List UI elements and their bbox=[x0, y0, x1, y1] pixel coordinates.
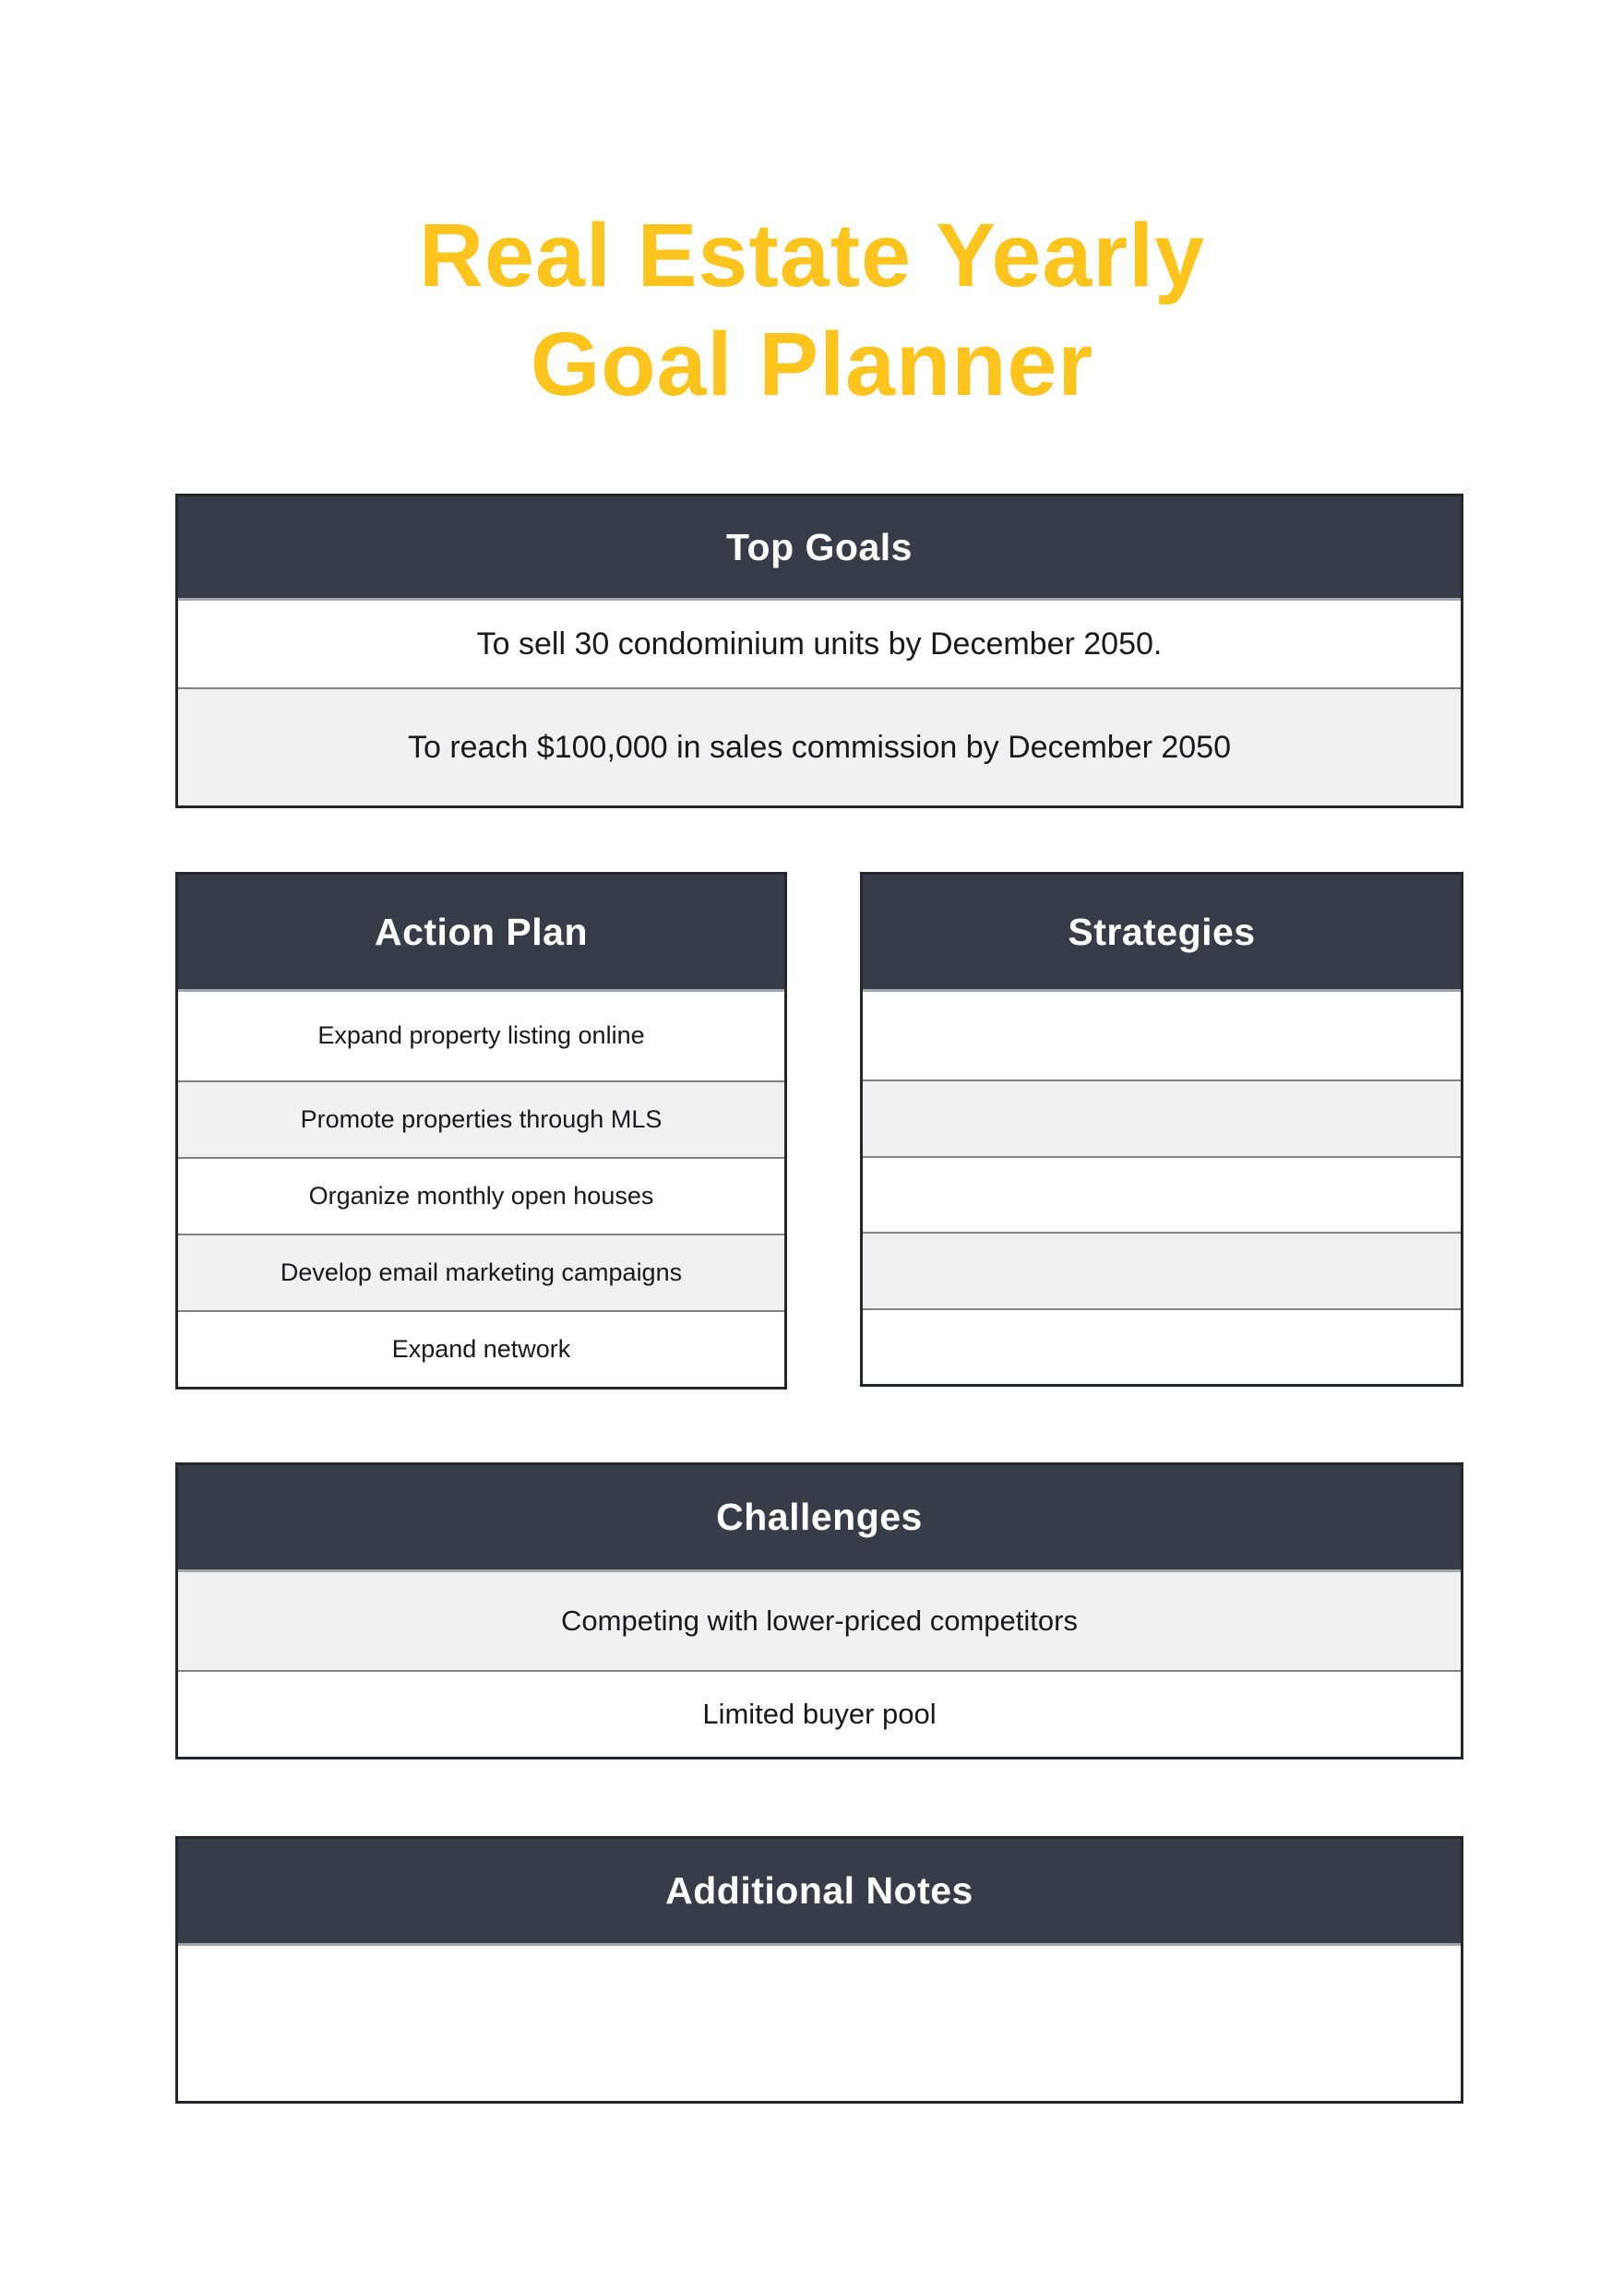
additional-notes-area bbox=[178, 1946, 1461, 2101]
strategies-row-3 bbox=[863, 1156, 1461, 1233]
challenges-section bbox=[175, 1462, 1463, 1759]
action-plan-header bbox=[178, 875, 784, 992]
strategies-header bbox=[863, 875, 1461, 992]
additional-notes-title: Additional Notes bbox=[665, 1869, 973, 1912]
action-plan-row-3: Organize monthly open houses bbox=[178, 1157, 784, 1234]
action-plan-row-4: Develop email marketing campaigns bbox=[178, 1234, 784, 1310]
challenges-row-1: Competing with lower-priced competitors bbox=[178, 1572, 1461, 1670]
additional-notes-section bbox=[175, 1836, 1463, 2104]
strategies-row-5 bbox=[863, 1308, 1461, 1385]
top-goal-row-1: To sell 30 condominium units by December 2050. bbox=[178, 601, 1461, 687]
top-goal-row-2: To reach $100,000 in sales commission by December 2050 bbox=[178, 687, 1461, 805]
action-plan-row-2: Promote properties through MLS bbox=[178, 1080, 784, 1157]
action-plan-section bbox=[175, 872, 787, 1390]
action-plan-row-1: Expand property listing online bbox=[178, 992, 784, 1080]
challenges-title: Challenges bbox=[716, 1496, 923, 1538]
strategies-row-4 bbox=[863, 1232, 1461, 1308]
action-plan-title: Action Plan bbox=[374, 910, 589, 953]
page-title-line-1: Real Estate Yearly bbox=[418, 205, 1206, 305]
page-title bbox=[0, 201, 1624, 419]
additional-notes-header bbox=[178, 1839, 1461, 1946]
strategies-title: Strategies bbox=[1068, 910, 1256, 953]
challenges-header bbox=[178, 1465, 1461, 1572]
strategies-row-2 bbox=[863, 1079, 1461, 1156]
challenges-row-2: Limited buyer pool bbox=[178, 1670, 1461, 1757]
top-goals-section bbox=[175, 494, 1463, 808]
top-goals-title: Top Goals bbox=[726, 525, 913, 568]
page-title-line-2: Goal Planner bbox=[530, 314, 1094, 414]
strategies-section bbox=[860, 872, 1463, 1387]
action-plan-row-5: Expand network bbox=[178, 1310, 784, 1387]
strategies-row-1 bbox=[863, 992, 1461, 1079]
top-goals-header bbox=[178, 496, 1461, 601]
